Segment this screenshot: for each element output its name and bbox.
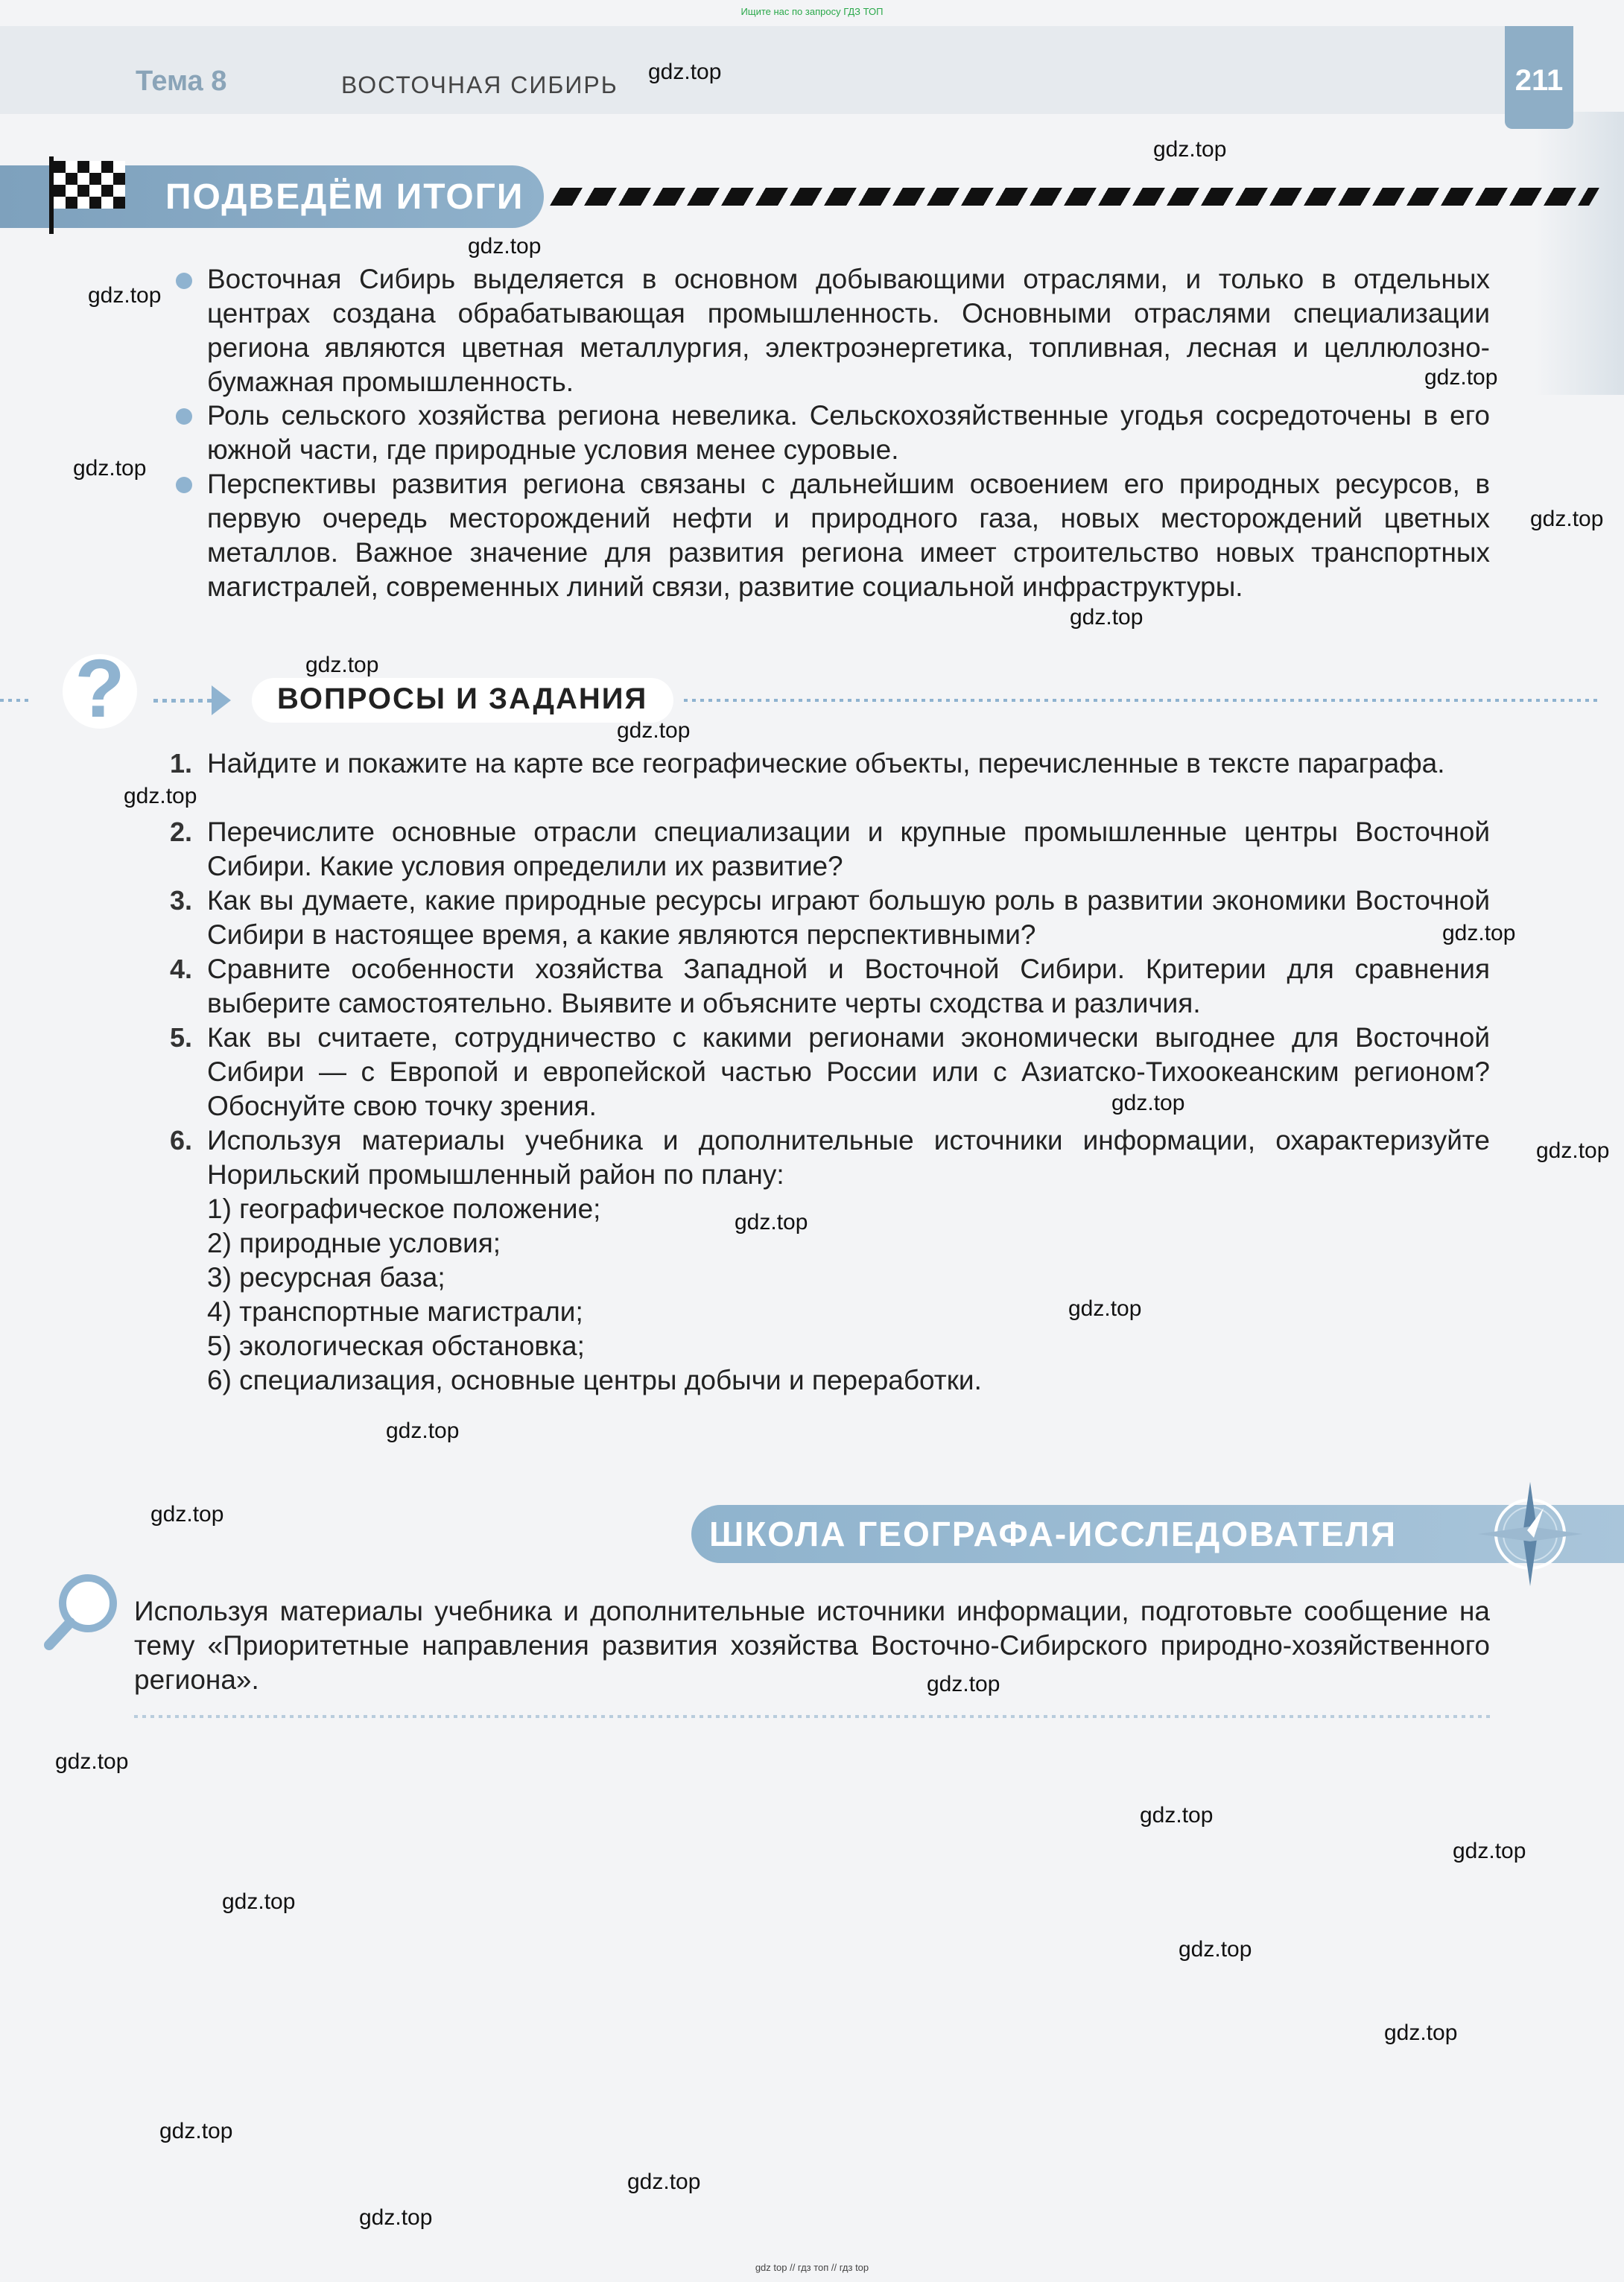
question-5: Как вы считаете, сотрудничество с какими регионами экономически выгоднее для Восточной Сибири — с Европой и европейской частью России или с Азиатско-Тихоокеанским регионом? Обоснуйте свою точку зрения. bbox=[207, 1022, 1490, 1121]
topic-label: Тема 8 bbox=[136, 66, 227, 97]
question-6: Используя материалы учебника и дополнительные источники информации, охарактеризуйте Норильский промышленный район по плану: bbox=[207, 1125, 1490, 1190]
question-2: Перечислите основные отрасли специализации и крупные промышленные центры Восточной Сибири. Какие условия определили их развитие? bbox=[207, 817, 1490, 881]
dotted-rule-left bbox=[0, 699, 30, 702]
watermark: gdz.top bbox=[1536, 1138, 1610, 1163]
summary-bullet-2: Роль сельского хозяйства региона невелика. Сельскохозяйственные угодья сосредоточены в его южной части, где природные условия менее суровые. bbox=[207, 400, 1490, 465]
checkered-flag-icon bbox=[46, 156, 125, 234]
watermark: gdz.top bbox=[73, 456, 147, 481]
watermark: gdz.top bbox=[1384, 2020, 1458, 2045]
compass-icon bbox=[1478, 1478, 1582, 1590]
watermark: gdz.top bbox=[386, 1419, 460, 1443]
magnifier-icon bbox=[42, 1572, 124, 1654]
dotted-arrow-shaft bbox=[153, 699, 212, 703]
watermark: gdz.top bbox=[1179, 1937, 1252, 1962]
arrow-head-icon bbox=[212, 685, 231, 715]
watermark: gdz.top bbox=[305, 653, 379, 677]
question-number: 2. bbox=[169, 817, 192, 847]
watermark: gdz.top bbox=[927, 1672, 1000, 1696]
question-4: Сравните особенности хозяйства Западной и Восточной Сибири. Критерии для сравнения выберите самостоятельно. Выявите и объясните черты сходства и различия. bbox=[207, 954, 1490, 1018]
summary-bullet-1: Восточная Сибирь выделяется в основном добывающими отраслями, и только в отдельных центрах создана обрабатывающая промышленность. Основными отраслями специализации региона являются цветная металлургия, электроэнергетика, топливная, лесная и целлюлозно-бумажная промышленность. bbox=[207, 264, 1490, 397]
bullet-icon bbox=[176, 477, 192, 493]
plan-item: 2) природные условия; bbox=[207, 1228, 501, 1258]
watermark: gdz.top bbox=[88, 283, 162, 308]
watermark: gdz.top bbox=[124, 784, 197, 808]
watermark: gdz.top bbox=[735, 1210, 808, 1235]
question-mark-icon: ? bbox=[74, 643, 125, 735]
watermark: gdz.top bbox=[617, 718, 691, 743]
bullet-icon bbox=[176, 273, 192, 289]
question-1: Найдите и покажите на карте все географические объекты, перечисленные в тексте параграфа. bbox=[207, 748, 1445, 779]
summary-bullet-3: Перспективы развития региона связаны с дальнейшим освоением его природных ресурсов, в первую очередь месторождений нефти и природного газа, новых месторождений цветных металлов. Важное значение для развития региона имеет строительство новых транспортных магистралей, современных линий связи, развитие социальной инфраструктуры. bbox=[207, 469, 1490, 602]
top-search-hint: Ищите нас по запросу ГДЗ ТОП bbox=[740, 6, 884, 17]
watermark: gdz.top bbox=[627, 2170, 701, 2194]
watermark: gdz.top bbox=[1453, 1839, 1526, 1863]
bullet-icon bbox=[176, 408, 192, 425]
bottom-links[interactable]: gdz top // гдз топ // гдз top bbox=[755, 2262, 869, 2273]
watermark: gdz.top bbox=[1111, 1091, 1185, 1115]
watermark: gdz.top bbox=[1442, 921, 1516, 945]
watermark: gdz.top bbox=[648, 60, 722, 84]
watermark: gdz.top bbox=[1530, 507, 1604, 531]
plan-item: 6) специализация, основные центры добычи и переработки. bbox=[207, 1365, 982, 1395]
watermark: gdz.top bbox=[222, 1889, 296, 1914]
watermark: gdz.top bbox=[1140, 1803, 1214, 1828]
questions-title: ВОПРОСЫ И ЗАДАНИЯ bbox=[277, 682, 648, 715]
plan-item: 4) транспортные магистрали; bbox=[207, 1296, 583, 1327]
question-number: 4. bbox=[169, 954, 192, 984]
section-title: ВОСТОЧНАЯ СИБИРЬ bbox=[341, 72, 618, 98]
watermark: gdz.top bbox=[1153, 137, 1227, 162]
watermark: gdz.top bbox=[1424, 365, 1498, 390]
question-number: 1. bbox=[169, 748, 192, 779]
question-number: 6. bbox=[169, 1125, 192, 1156]
dotted-rule-right bbox=[684, 699, 1602, 702]
plan-item: 1) географическое положение; bbox=[207, 1194, 601, 1224]
watermark: gdz.top bbox=[159, 2119, 233, 2143]
school-title: ШКОЛА ГЕОГРАФА-ИССЛЕДОВАТЕЛЯ bbox=[709, 1515, 1398, 1553]
watermark: gdz.top bbox=[55, 1749, 129, 1774]
dotted-separator bbox=[134, 1715, 1490, 1718]
school-task: Используя материалы учебника и дополнительные источники информации, подготовьте сообщение на тему «Приоритетные направления развития хозяйства Восточно-Сибирского природно-хозяйственного региона». bbox=[134, 1596, 1490, 1695]
watermark: gdz.top bbox=[359, 2205, 433, 2230]
question-3: Как вы думаете, какие природные ресурсы играют большую роль в развитии экономики Восточной Сибири в настоящее время, а какие являются перспективными? bbox=[207, 885, 1490, 950]
question-number: 5. bbox=[169, 1022, 192, 1053]
page-number: 211 bbox=[1514, 64, 1564, 97]
dashed-divider bbox=[550, 188, 1599, 206]
plan-item: 5) экологическая обстановка; bbox=[207, 1331, 585, 1361]
plan-item: 3) ресурсная база; bbox=[207, 1262, 445, 1293]
next-page-bleed bbox=[1535, 112, 1624, 395]
summary-title: ПОДВЕДЁМ ИТОГИ bbox=[165, 177, 524, 217]
watermark: gdz.top bbox=[468, 234, 542, 259]
watermark: gdz.top bbox=[1068, 1296, 1142, 1321]
watermark: gdz.top bbox=[150, 1502, 224, 1527]
watermark: gdz.top bbox=[1070, 605, 1144, 630]
question-number: 3. bbox=[169, 885, 192, 916]
header-band bbox=[0, 26, 1541, 114]
